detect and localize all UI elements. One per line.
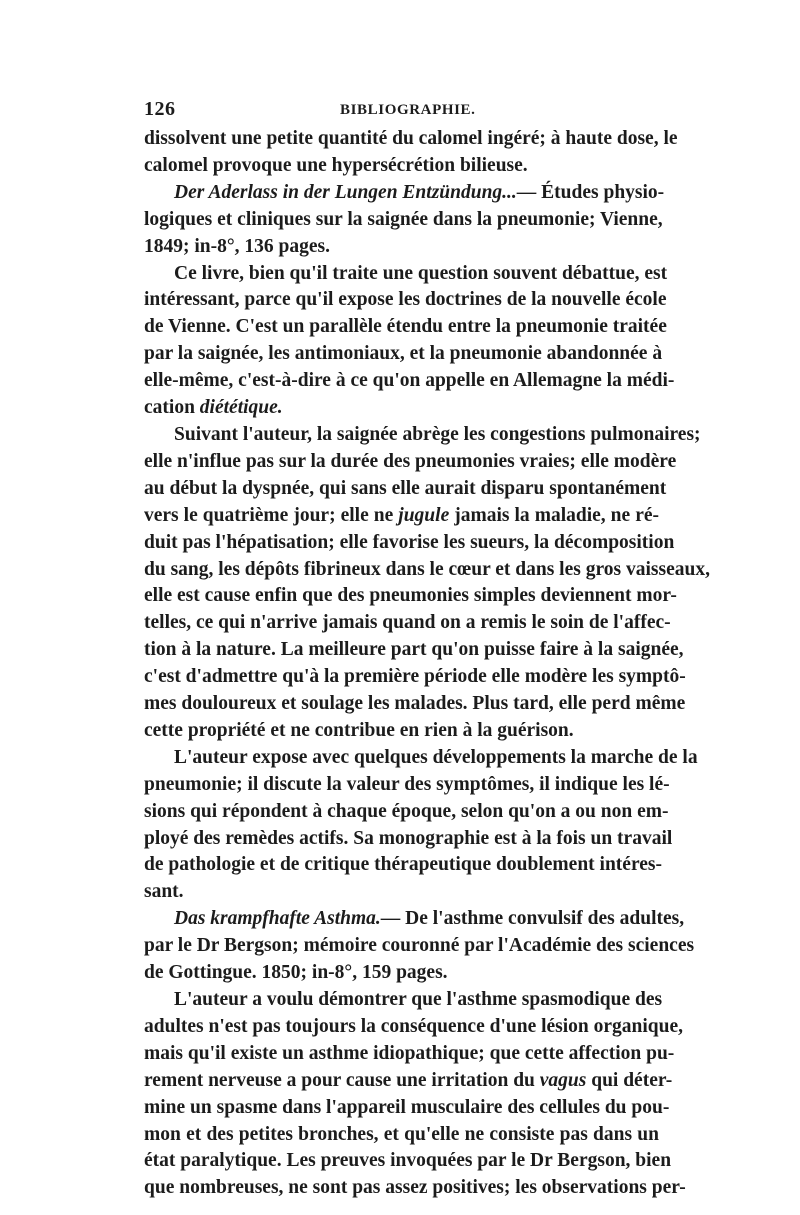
italic-text: jugule <box>398 504 450 526</box>
text-run: qui déter- <box>586 1069 673 1091</box>
text-line <box>144 1095 670 1122</box>
text-line <box>144 368 675 395</box>
text-line <box>144 395 659 422</box>
text-line <box>144 1175 686 1202</box>
text-line <box>144 1148 672 1175</box>
text-line <box>144 610 671 637</box>
text-line <box>144 449 677 476</box>
text-run: jamais la maladie, ne ré- <box>449 504 660 526</box>
text-line <box>144 799 669 826</box>
running-title: BIBLIOGRAPHIE. <box>340 102 476 118</box>
text-line <box>144 314 667 341</box>
text-line <box>144 422 701 449</box>
text-line <box>144 772 670 799</box>
text-line <box>144 987 663 1014</box>
italic-text: Der Aderlass in der Lungen Entzündung... <box>174 181 517 203</box>
text-run: Ce livre, bien qu'il traite une question souvent débattue, est <box>174 262 668 284</box>
text-run: — Études physio- <box>516 181 665 203</box>
text-line <box>144 583 677 610</box>
text-run: elle est cause enfin que des pneumonies simples deviennent mor- <box>144 585 677 607</box>
text-line <box>144 906 685 933</box>
text-line <box>144 1041 675 1068</box>
text-line <box>144 826 673 853</box>
text-run: mon et des petites bronches, et qu'elle ne consiste pas dans un <box>144 1123 659 1145</box>
text-run: — De l'asthme convulsif des adultes, <box>380 908 685 930</box>
text-line <box>144 933 695 960</box>
text-run: état paralytique. Les preuves invoquées par le Dr Bergson, bien <box>144 1150 672 1172</box>
text-run: intéressant, parce qu'il expose les doctrines de la nouvelle école <box>144 289 667 311</box>
text-run: adultes n'est pas toujours la conséquence d'une lésion organique, <box>144 1015 684 1037</box>
text-run: Suivant l'auteur, la saignée abrège les congestions pulmonaires; <box>174 423 701 445</box>
text-run: rement nerveuse a pour cause une irritation du <box>144 1069 540 1091</box>
text-line <box>144 261 668 288</box>
text-line <box>144 234 659 261</box>
text-run: de Gottingue. 1850; in-8°, 159 pages. <box>144 962 448 984</box>
text-line <box>144 960 659 987</box>
text-run: telles, ce qui n'arrive jamais quand on a remis le soin de l'affec- <box>144 612 671 634</box>
text-run: logiques et cliniques sur la saignée dans la pneumonie; Vienne, <box>144 208 663 230</box>
text-run: par la saignée, les antimoniaux, et la pneumonie abandonnée à <box>144 343 663 365</box>
text-run: L'auteur a voulu démontrer que l'asthme spasmodique des <box>174 989 663 1010</box>
text-run: que nombreuses, ne sont pas assez positives; les observations per- <box>144 1177 686 1199</box>
text-line <box>144 1068 673 1095</box>
text-run: sions qui répondent à chaque époque, selon qu'on a ou non em- <box>144 800 669 822</box>
text-run: mine un spasme dans l'appareil musculaire des cellules du pou- <box>144 1096 670 1118</box>
text-run: L'auteur expose avec quelques développements la marche de la <box>174 746 698 768</box>
text-line <box>144 341 663 368</box>
text-run: cette propriété et ne contribue en rien à la guérison. <box>144 719 574 741</box>
book-page <box>144 98 710 1202</box>
text-line <box>144 718 659 745</box>
text-run: duit pas l'hépatisation; elle favorise les sueurs, la décomposition <box>144 531 675 553</box>
text-run: de pathologie et de critique thérapeutique doublement intéres- <box>144 854 662 876</box>
italic-text: Das krampfhafte Asthma. <box>174 908 381 930</box>
text-run: du sang, les dépôts fibrineux dans le cœur et dans les gros vaisseaux, <box>144 558 710 580</box>
text-line <box>144 557 710 584</box>
text-run: elle n'influe pas sur la durée des pneumonies vraies; elle modère <box>144 450 677 472</box>
text-line <box>144 691 686 718</box>
text-run: sant. <box>144 881 184 903</box>
text-line <box>144 287 667 314</box>
page-number: 126 <box>144 98 176 120</box>
text-line <box>144 745 698 772</box>
text-line <box>144 530 675 557</box>
text-run: au début la dyspnée, qui sans elle aurait disparu spontanément <box>144 477 667 499</box>
body-text <box>144 126 710 1202</box>
text-run: par le Dr Bergson; mémoire couronné par l'Académie des sciences <box>144 935 695 957</box>
text-line <box>144 180 665 207</box>
text-line <box>144 637 684 664</box>
text-line <box>144 879 659 906</box>
text-line <box>144 503 659 530</box>
text-line <box>144 153 659 180</box>
text-run: de Vienne. C'est un parallèle étendu entre la pneumonie traitée <box>144 316 667 338</box>
text-line <box>144 1122 659 1149</box>
italic-text: vagus <box>539 1069 587 1091</box>
text-line <box>144 664 686 691</box>
text-line <box>144 476 667 503</box>
text-run: 1849; in-8°, 136 pages. <box>144 235 331 257</box>
text-line <box>144 1014 684 1041</box>
text-run: ployé des remèdes actifs. Sa monographie est à la fois un travail <box>144 827 673 849</box>
text-run: dissolvent une petite quantité du calomel ingéré; à haute dose, le <box>144 128 678 149</box>
text-run: pneumonie; il discute la valeur des symptômes, il indique les lé- <box>144 773 670 795</box>
page-header <box>144 98 659 126</box>
text-line <box>144 207 663 234</box>
text-line <box>144 852 662 879</box>
text-run: calomel provoque une hypersécrétion bilieuse. <box>144 154 528 176</box>
text-run: elle-même, c'est-à-dire à ce qu'on appelle en Allemagne la médi- <box>144 370 675 392</box>
italic-text: diététique. <box>199 397 283 419</box>
text-run: c'est d'admettre qu'à la première période elle modère les symptô- <box>144 666 686 688</box>
text-run: mais qu'il existe un asthme idiopathique; que cette affection pu- <box>144 1042 675 1064</box>
text-line <box>144 126 678 153</box>
text-run: tion à la nature. La meilleure part qu'on puisse faire à la saignée, <box>144 639 684 661</box>
text-run: cation <box>144 397 200 419</box>
text-run: mes douloureux et soulage les malades. Plus tard, elle perd même <box>144 693 686 715</box>
text-run: vers le quatrième jour; elle ne <box>144 504 399 526</box>
